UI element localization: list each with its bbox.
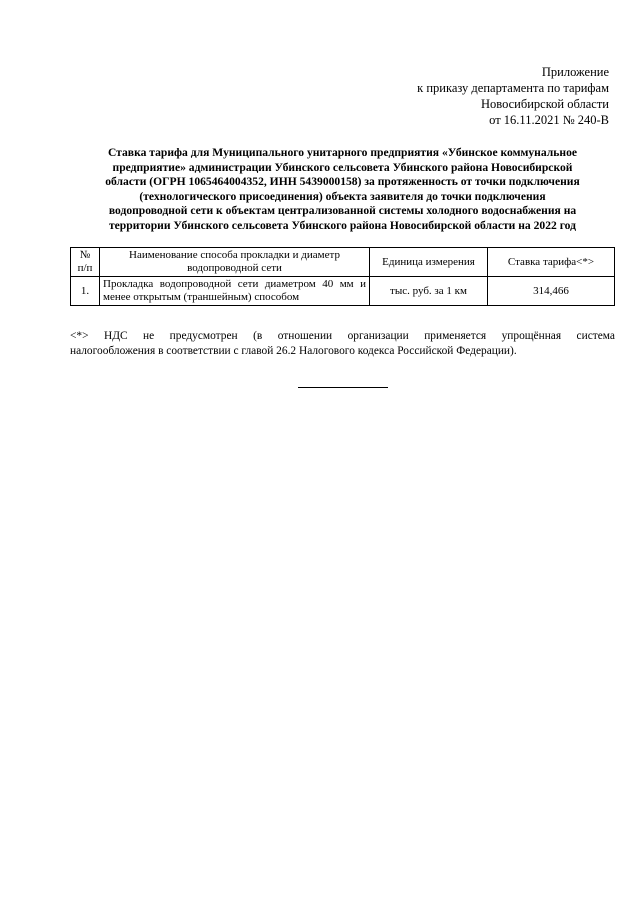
appendix-line-title: Приложение — [541, 65, 609, 79]
title-line: предприятие» администрации Убинского сельсовета Убинского района Новосибирской — [112, 160, 573, 174]
header-unit: Единица измерения — [370, 248, 488, 277]
tariff-table — [70, 247, 615, 306]
table-row — [71, 277, 615, 306]
appendix-line-order: к приказу департамента по тарифам — [417, 81, 609, 95]
cell-method-name: Прокладка водопроводной сети диаметром 40 мм и менее открытым (траншейным) способом — [100, 277, 370, 306]
footnote — [70, 329, 615, 358]
footnote-line: <*> НДС не предусмотрен (в отношении организации применяется упрощённая система — [70, 330, 615, 342]
separator-line — [298, 387, 388, 388]
header-method-name: Наименование способа прокладки и диаметр водопроводной сети — [100, 248, 370, 277]
cell-number: 1. — [71, 277, 100, 306]
cell-unit: тыс. руб. за 1 км — [370, 277, 488, 306]
appendix-line-date: от 16.11.2021 № 240-В — [489, 113, 609, 127]
title-line: области (ОГРН 1065464004352, ИНН 5439000158) за протяженность от точки подключения — [105, 175, 580, 189]
title-line: Ставка тарифа для Муниципального унитарного предприятия «Убинское коммунальное — [107, 146, 578, 159]
title-line: водопроводной сети к объектам централизованной системы холодного водоснабжения на — [108, 204, 577, 218]
title-line: территории Убинского сельсовета Убинского района Новосибирской области на 2022 год — [108, 218, 577, 232]
appendix-header — [417, 64, 609, 128]
header-number: № п/п — [71, 248, 100, 277]
cell-rate: 314,466 — [488, 277, 615, 306]
header-rate: Ставка тарифа<*> — [488, 248, 615, 277]
table-header-row — [71, 248, 615, 277]
appendix-line-region: Новосибирской области — [480, 97, 609, 111]
footnote-line: налогообложения в соответствии с главой 26.2 Налогового кодекса Российской Федерации). — [70, 344, 517, 357]
title-line: (технологического присоединения) объекта заявителя до точки подключения — [139, 189, 546, 203]
document-title — [70, 146, 615, 234]
